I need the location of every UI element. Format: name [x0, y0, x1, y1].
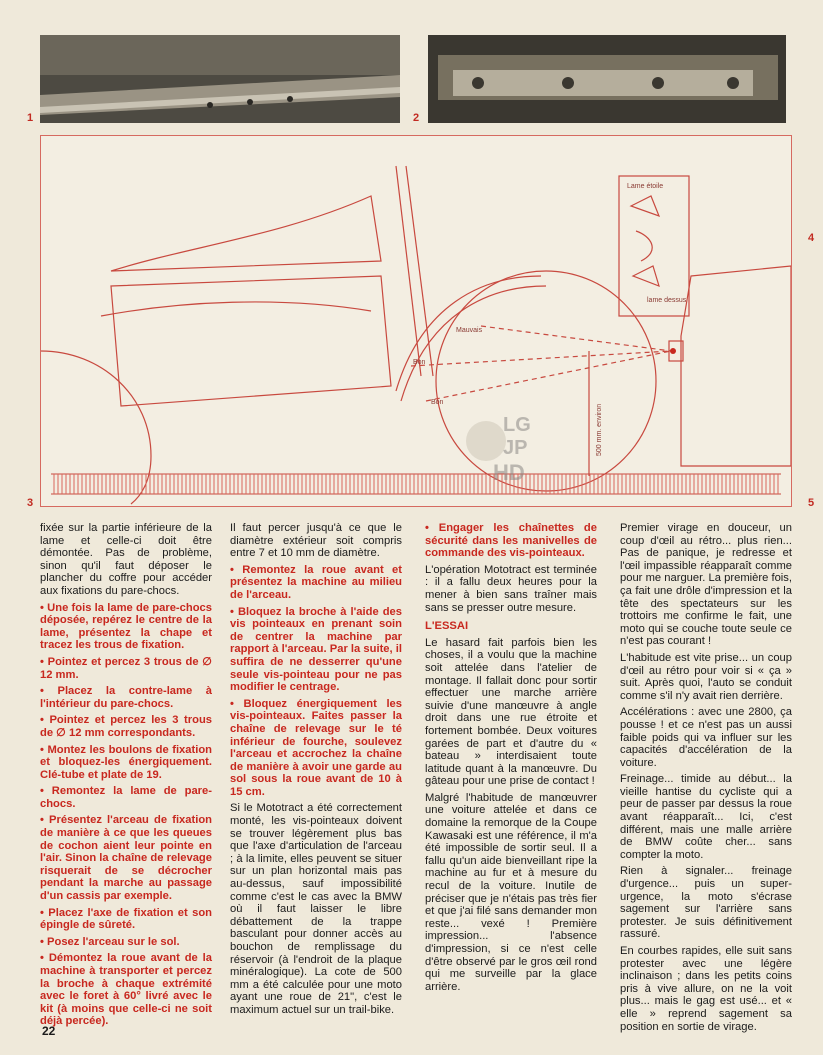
- col3-paragraph: Le hasard fait parfois bien les choses, il a voulu que la machine soit attelée dans l'atelier de montage. Il fallait donc pour sortir effectuer une marche arrière suivie d'une manœuvre à angle droit dans une rue étroite et fortement bombée. Deux voitures garées de part et d'autre du « bateau » interdisaient toute latitude quant à la manœuvre. Du gâteau pour une prise de contact !: [425, 636, 597, 788]
- column-3: [425, 522, 597, 997]
- annotation-dimension: 500 mm. environ: [596, 403, 603, 456]
- col2-step: • Remontez la roue avant et présentez la machine au milieu de l'arceau.: [230, 563, 402, 601]
- annotation-lame-dessus: lame dessus: [647, 297, 687, 304]
- col2-intro: Il faut percer jusqu'à ce que le diamètre extérieur soit compris entre 7 et 10 mm de diamètre.: [230, 522, 402, 560]
- col4-paragraph: Freinage... timide au début... la vieille hantise du cycliste qui a peur de passer par dessus la roue avant réapparaît... Ici, c'est différent, mais une malle arrière de BMW coûte cher... sans compter la moto.: [620, 773, 792, 861]
- section-heading-essai: L'ESSAI: [425, 620, 469, 633]
- col4-paragraph: Premier virage en douceur, un coup d'œil au rétro... plus rien... Pas de panique, je redresse et l'œil impassible réapparaît comme pour me narguer. La première fois, ça fait une drôle d'impression et la tête des spectateurs sur les trottoirs me confirme le fait, une moto qui se couche toute seule ce n'est pas courant !: [620, 522, 792, 648]
- column-1: [40, 522, 212, 1032]
- col3-paragraph: L'opération Mototract est terminée : il a fallu deux heures pour la mener à bien sans traîner mais sans se presser outre mesure.: [425, 563, 597, 614]
- col1-step: • Placez l'axe de fixation et son épingle de sûreté.: [40, 906, 212, 932]
- annotation-bon-1: Bon: [413, 359, 426, 366]
- col1-step: • Une fois la lame de pare-chocs déposée, repérez le centre de la lame, présentez la chape et tracez les trous de fixation.: [40, 601, 212, 652]
- figure-number-4: 4: [808, 232, 815, 244]
- col3-step: • Engager les chaînettes de sécurité dans les manivelles de commande des vis-pointeaux.: [425, 522, 597, 560]
- annotation-mauvais: Mauvais: [456, 327, 483, 334]
- column-2: [230, 522, 402, 1021]
- annotation-lame-etoile: Lame étoile: [627, 183, 664, 190]
- col1-step: • Montez les boulons de fixation et bloquez-les énergiquement. Clé-tube et plate de 19.: [40, 743, 212, 781]
- page-number: 22: [42, 1024, 56, 1038]
- col1-step: • Présentez l'arceau de fixation de manière à ce que les queues de cochon aient leur pointe en l'air. Sinon la chaîne de relevage risquerait de se décrocher pendant la marche au passage d'un cassis par exemple.: [40, 814, 212, 903]
- col4-paragraph: Rien à signaler... freinage d'urgence... puis un super-urgence, la moto s'écrase sagement sur l'arrière sans protester. Je suis définitivement rassuré.: [620, 865, 792, 941]
- col4-paragraph: L'habitude est vite prise... un coup d'œil au rétro pour voir si « ça » suit. Après quoi, l'auto se conduit comme s'il n'y avait rien derrière.: [620, 651, 792, 702]
- photo-bracket-image: [428, 35, 786, 123]
- col1-step: • Remontez la lame de pare-chocs.: [40, 785, 212, 810]
- col1-step: • Placez la contre-lame à l'intérieur du pare-chocs.: [40, 685, 212, 710]
- motorcycle-towing-diagram: [40, 135, 792, 507]
- svg-text:JP: JP: [503, 437, 528, 459]
- col1-step: • Posez l'arceau sur le sol.: [40, 935, 180, 948]
- annotation-bon-2: Bon: [431, 399, 444, 406]
- figure-number-1: 1: [27, 112, 34, 124]
- col1-step: • Pointez et percez les 3 trous de ∅ 12 mm correspondants.: [40, 714, 212, 739]
- col3-paragraph: Malgré l'habitude de manœuvrer une voiture attelée et dans ce domaine la remorque de la Coupe Kawasaki est une référence, il m'a été impossible de sortir seul. Il a fallu qu'un aide bienveillant ripe la machine au fur et à mesure du recul de la voiture. Inutile de préciser que je n'étais pas très fier et que j'ai filé sans demander mon reste... vexé ! Première impression... l'absence d'impression, si ce n'est celle d'être observé par le gros œil rond qui me surveille par la glace arrière.: [425, 791, 597, 993]
- photo-bumper-blade: [40, 35, 400, 123]
- col2-step: • Bloquez énergiquement les vis-pointeaux. Faites passer la chaîne de relevage sur le té inférieur de fourche, soulevez l'arceau et accrochez la chaîne de manière à avoir une garde au sol sous la roue avant de 10 à 15 cm.: [230, 697, 402, 798]
- svg-text:LG: LG: [503, 414, 531, 436]
- figure-number-2: 2: [413, 112, 420, 124]
- photo-bumper-blade-image: [40, 35, 400, 123]
- col1-step: • Pointez et percez 3 trous de ∅ 12 mm.: [40, 655, 212, 681]
- col1-intro: fixée sur la partie inférieure de la lame et celle-ci doit être démontée. Pas de problème, sinon qu'il faut déposer le plancher du coffre pour accéder aux fixations du pare-chocs.: [40, 522, 212, 597]
- col4-paragraph: En courbes rapides, elle suit sans protester avec une légère inclinaison ; dans les petits coins pris à vive allure, on ne la voit plus... mais le gag est usé... et « elle » reprend sagement sa position en sortie de virage.: [620, 945, 792, 1033]
- diagram-drawing: [41, 136, 791, 506]
- col4-paragraph: Accélérations : avec une 2800, ça pousse ! et ce n'est pas un aussi faible poids qui va influer sur les capacités d'accélération de la voiture.: [620, 706, 792, 769]
- col2-step: • Bloquez la broche à l'aide des vis pointeaux en prenant soin de centrer la machine par rapport à l'arceau. Par la suite, il suffira de ne desserrer qu'une seule vis-pointeau pour ne pas modifier le centrage.: [230, 605, 402, 694]
- col1-step: • Démontez la roue avant de la machine à transporter et percez la broche à chaque extrémité avec le foret à 60° livré avec le kit (à moins que celle-ci ne soit déjà percée).: [40, 952, 212, 1028]
- col2-body: Si le Mototract a été correctement monté, les vis-pointeaux doivent se trouver légèrement plus bas que l'axe d'articulation de l'arceau ; à la limite, elles peuvent se situer sur un plan horizontal mais pas au-dessus, sauf impossibilité comme c'est le cas avec la BMW où il faut laisser le libre débattement de la trappe basculant pour donner accès au bouchon de remplissage du réservoir (à l'endroit de la plaque minéralogique). La cote de 500 mm a été calculée pour une moto ayant une roue de 21", c'est le maximum actuel sur un trail-bike.: [230, 802, 402, 1016]
- column-4: [620, 522, 792, 1037]
- figure-number-5: 5: [808, 497, 815, 509]
- figure-number-3: 3: [27, 497, 34, 509]
- photo-bracket: [428, 35, 786, 123]
- svg-text:HD: HD: [493, 460, 525, 485]
